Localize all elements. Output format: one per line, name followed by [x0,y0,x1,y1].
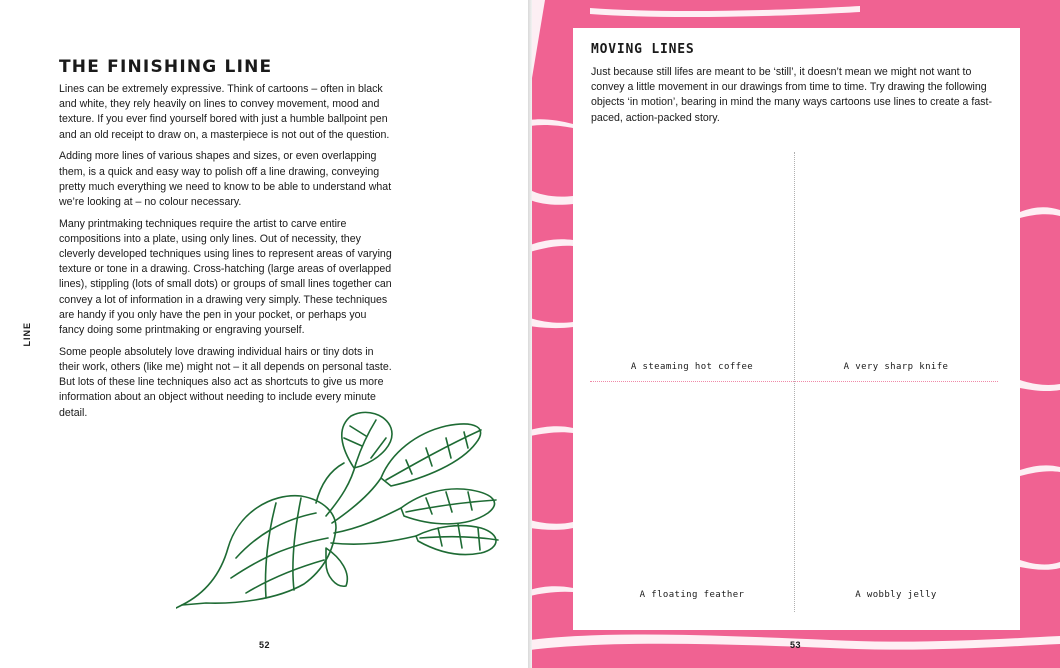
drawing-grid [590,152,998,612]
grid-divider-vertical [794,152,795,612]
chapter-side-label: LINE [22,322,32,347]
drawing-prompt-feather: A floating feather [639,590,745,600]
book-gutter [528,0,532,668]
paragraph: Many printmaking techniques require the artist to carve entire compositions into a plate, using only lines. Out of necessity, they cleverly developed techniques using lines to represent areas of varying texture or tone in a drawing. Cross-hatching (large areas of overlapped lines), stippling (lots of small dots) or groups of small lines together can convey a lot of information in a drawing very simply. These techniques are handy if you only have the pen in your pocket, or perhaps you fancy doing some printmaking or engraving yourself. [59,217,392,337]
drawing-prompt-jelly: A wobbly jelly [855,590,937,600]
page-number: 52 [259,640,271,650]
body-text [59,82,394,427]
exercise-intro: Just because still lifes are meant to be ‘still’, it doesn’t mean we might not want to convey a little movement in our drawings from time to time. Try drawing the following objects ‘in motion’, bearing in mind the many ways cartoons use lines to create a fast-paced, action-packed story. [591,66,992,124]
page-number: 53 [790,640,802,650]
radish-illustration [176,408,516,613]
paragraph: Lines can be extremely expressive. Think of cartoons – often in black and white, they rely heavily on lines to convey movement, mood and texture. If you ever find yourself bored with just a humble ballpoint pen and an old receipt to draw on, a masterpiece is not out of the question. [59,83,390,141]
drawing-prompt-knife: A very sharp knife [843,362,949,372]
paragraph: Adding more lines of various shapes and sizes, or even overlapping them, is a quick and easy way to polish off a line drawing, conveying pretty much everything we need to know to be able to understand what we’re looking at – no colour necessary. [59,150,392,208]
exercise-title: MOVING LINES [591,42,695,57]
paragraph: Some people absolutely love drawing individual hairs or tiny dots in their work, others (like me) might not – it all depends on personal taste. But lots of these line techniques also act as shortcuts to give us more information about an object without needing to include every minute detail. [59,345,392,419]
page-heading: THE FINISHING LINE [59,57,273,77]
grid-divider-horizontal [590,381,998,382]
drawing-prompt-coffee: A steaming hot coffee [630,362,754,372]
